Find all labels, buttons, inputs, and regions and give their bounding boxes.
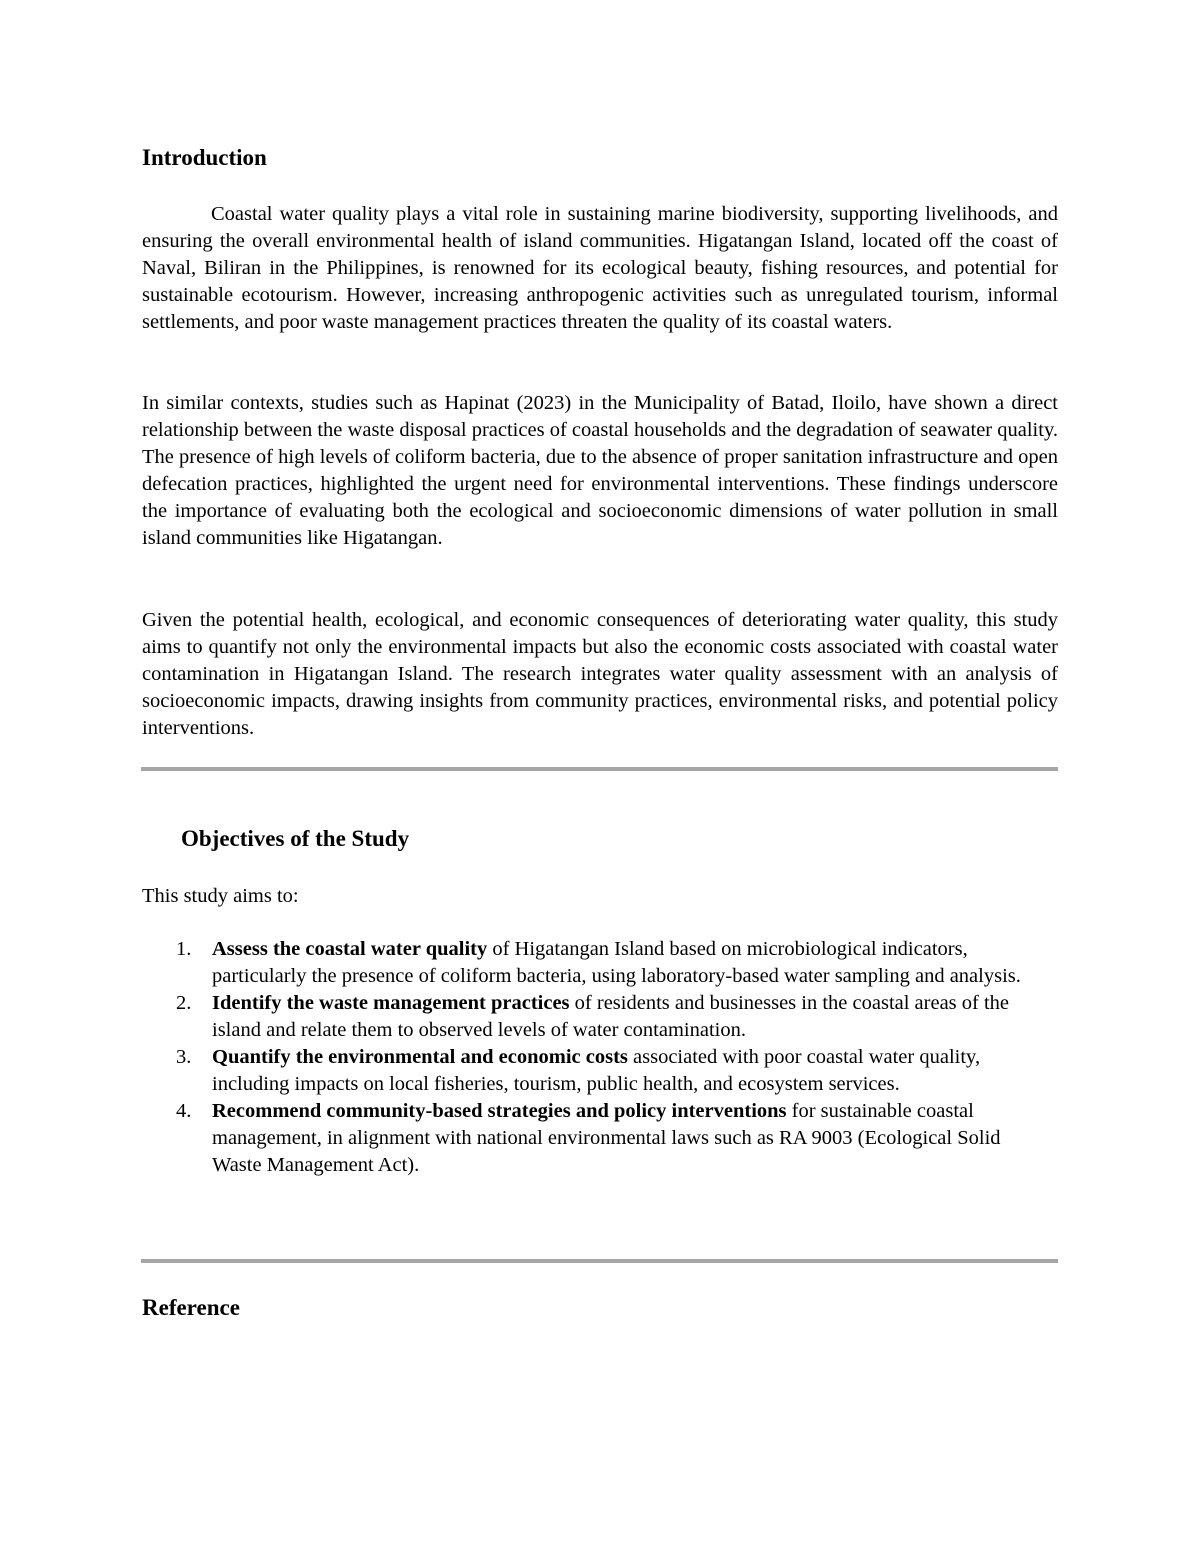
- objective-text: for sustainable coastal management, in alignment with national environmental laws such as RA 9003 (Ecological Solid Waste Management Act).: [212, 1100, 1001, 1176]
- objective-number: 3.: [176, 1046, 192, 1068]
- objective-text: associated with poor coastal water quality, including impacts on local fisheries, tourism, public health, and ecosystem services.: [212, 1046, 981, 1095]
- objective-item-3: [142, 1044, 1032, 1098]
- objective-text: of Higatangan Island based on microbiological indicators, particularly the presence of coliform bacteria, using laboratory-based water sampling and analysis.: [212, 938, 1021, 987]
- objective-number: 4.: [176, 1100, 192, 1122]
- section-divider-1: [141, 767, 1058, 771]
- introduction-paragraph-3: Given the potential health, ecological, and economic consequences of deteriorating water quality, this study aims to quantify not only the environmental impacts but also the economic costs associated with coastal water contamination in Higatangan Island. The research integrates water quality assessment with an analysis of socioeconomic impacts, drawing insights from community practices, environmental risks, and potential policy interventions.: [142, 609, 1058, 739]
- introduction-paragraph-1: Coastal water quality plays a vital role in sustaining marine biodiversity, supporting livelihoods, and ensuring the overall environmental health of island communities. Higatangan Island, located off the coast of Naval, Biliran in the Philippines, is renowned for its ecological beauty, fishing resources, and potential for sustainable ecotourism. However, increasing anthropogenic activities such as unregulated tourism, informal settlements, and poor waste management practices threaten the quality of its coastal waters.: [142, 203, 1058, 333]
- objective-number: 2.: [176, 992, 192, 1014]
- objective-lead: Recommend community-based strategies and policy interventions: [212, 1100, 787, 1122]
- objective-item-1: [142, 936, 1032, 990]
- introduction-paragraph-2: In similar contexts, studies such as Hapinat (2023) in the Municipality of Batad, Iloilo, have shown a direct relationship between the waste disposal practices of coastal households and the degradation of seawater quality. The presence of high levels of coliform bacteria, due to the absence of proper sanitation infrastructure and open defecation practices, highlighted the urgent need for environmental interventions. These findings underscore the importance of evaluating both the ecological and socioeconomic dimensions of water pollution in small island communities like Higatangan.: [142, 392, 1058, 549]
- objectives-list: [142, 936, 1032, 1179]
- objectives-intro: This study aims to:: [142, 885, 299, 907]
- objective-item-2: [142, 990, 1032, 1044]
- section-divider-2: [141, 1259, 1058, 1263]
- objective-text: of residents and businesses in the coastal areas of the island and relate them to observed levels of water contamination.: [212, 992, 1010, 1041]
- objectives-heading: Objectives of the Study: [181, 826, 410, 851]
- objective-item-4: [142, 1098, 1032, 1179]
- reference-heading: Reference: [142, 1295, 240, 1320]
- objective-lead: Assess the coastal water quality: [212, 938, 488, 960]
- objective-number: 1.: [176, 938, 192, 960]
- objective-lead: Identify the waste management practices: [212, 992, 570, 1014]
- introduction-heading: Introduction: [142, 145, 267, 170]
- objective-lead: Quantify the environmental and economic costs: [212, 1046, 628, 1068]
